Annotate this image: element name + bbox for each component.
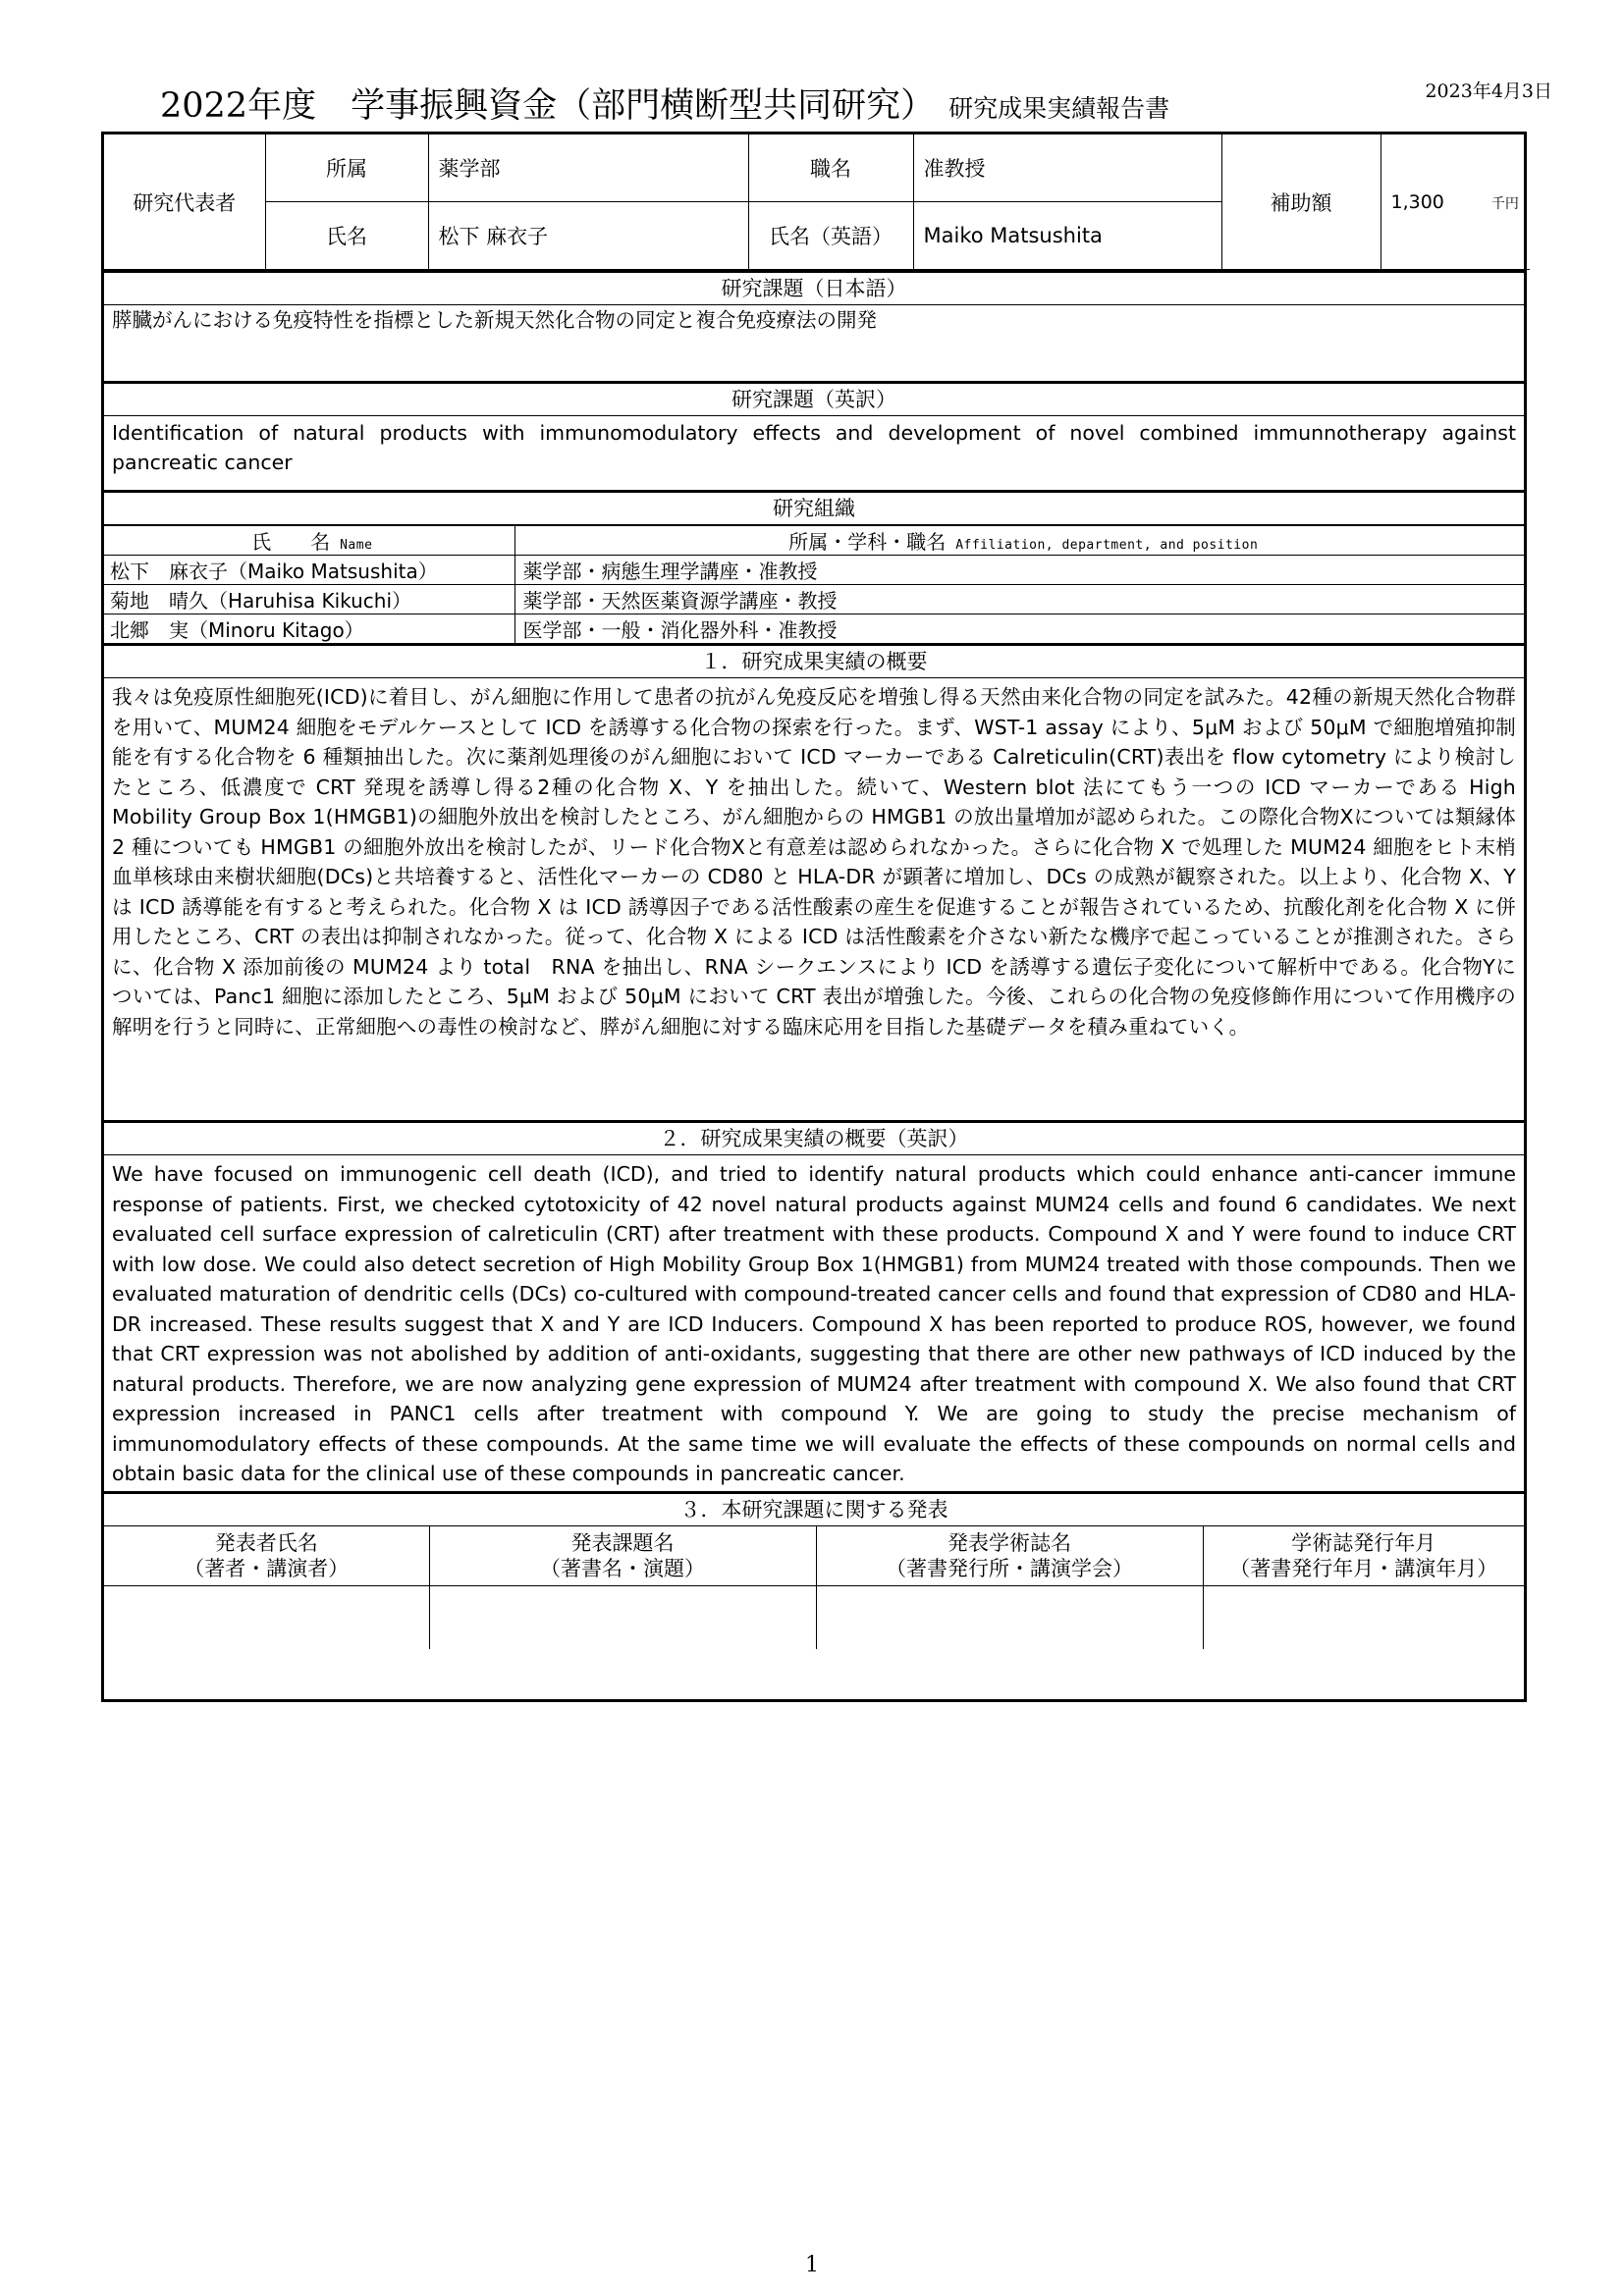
document-title-sub: 研究成果実績報告書	[948, 94, 1170, 123]
representative-label: 研究代表者	[104, 134, 265, 270]
pub-col-date-title: 学術誌発行年月	[1291, 1531, 1436, 1555]
position-label: 職名	[748, 134, 913, 202]
report-form	[101, 132, 1527, 1702]
org-col-affiliation	[514, 526, 1524, 556]
org-col-affil-jp: 所属・学科・職名	[788, 530, 947, 554]
grant-label: 補助額	[1221, 134, 1380, 270]
grant-value: 1,300	[1390, 190, 1444, 213]
name-en-value: Maiko Matsushita	[913, 202, 1221, 270]
pub-col-journal-sub: （著書発行所・講演学会）	[886, 1557, 1133, 1580]
pub-col-authors	[104, 1526, 429, 1586]
publications-table	[104, 1526, 1524, 1649]
page-number: 1	[805, 2253, 819, 2277]
pub-col-journal-title: 発表学術誌名	[947, 1531, 1071, 1555]
document-title-main: 2022年度 学事振興資金（部門横断型共同研究）	[160, 86, 936, 126]
pub-col-date	[1203, 1526, 1524, 1586]
grant-unit: 千円	[1490, 195, 1519, 212]
publications-heading: ３．本研究課題に関する発表	[104, 1491, 1524, 1526]
topic-jp-text: 膵臓がんにおける免疫特性を指標とした新規天然化合物の同定と複合免疫療法の開発	[112, 308, 877, 332]
pub-cell-authors	[104, 1586, 429, 1650]
org-col-name-en: Name	[340, 538, 373, 553]
header-table	[104, 134, 1530, 270]
summary-jp-text: 我々は免疫原性細胞死(ICD)に着目し、がん細胞に作用して患者の抗がん免疫反応を増強し得る天然由来化合物の同定を試みた。42種の新規天然化合物群を用いて、MUM24 細胞をモデルケースとして ICD を誘導する化合物の探索を行った。まず、WST-1 assay により、5μM および 50μM で細胞増殖抑制能を有する化合物を 6 種類抽出した。次に薬剤処理後のがん細胞において ICD マーカーである Calreticulin(CRT)表出を flow cytometry により検討したところ、低濃度で CRT 発現を誘導し得る2種の化合物 X、Y を抽出した。続いて、Western blot 法にてもう一つの ICD マーカーである High Mobility Group Box 1(HMGB1)の細胞外放出を検討したところ、がん細胞からの HMGB1 の放出量増加が認められた。この際化合物Xについては類縁体 2 種についても HMGB1 の細胞外放出を検討したが、リード化合物Xと有意差は認められなかった。さらに化合物 X で処理した MUM24 細胞をヒト末梢血単核球由来樹状細胞(DCs)と共培養すると、活性化マーカーの CD80 と HLA-DR が顕著に増加し、DCs の成熟が観察された。以上より、化合物 X、Y は ICD 誘導能を有すると考えられた。化合物 X は ICD 誘導因子である活性酸素の産生を促進することが報告されているため、抗酸化剤を化合物 X に併用したところ、CRT の表出は抑制されなかった。従って、化合物 X による ICD は活性酸素を介さない新たな機序で起こっていることが推測された。さらに、化合物 X 添加前後の MUM24 より total RNA を抽出し、RNA シークエンスにより ICD を誘導する遺伝子変化について解析中である。化合物Yについては、Panc1 細胞に添加したところ、5μM および 50μM において CRT 表出が増強した。今後、これらの化合物の免疫修飾作用について作用機序の解明を行うと同時に、正常細胞への毒性の検討など、膵がん細胞に対する臨床応用を目指した基礎データを積み重ねていく。	[112, 685, 1516, 1039]
member-affiliation: 薬学部・天然医薬資源学講座・教授	[514, 585, 1524, 614]
member-row	[104, 585, 1524, 614]
pub-cell-journal	[816, 1586, 1203, 1650]
member-affiliation: 薬学部・病態生理学講座・准教授	[514, 556, 1524, 585]
pub-cell-date	[1203, 1586, 1524, 1650]
organization-heading: 研究組織	[104, 490, 1524, 525]
pub-col-title	[429, 1526, 816, 1586]
topic-en-heading: 研究課題（英訳）	[104, 381, 1524, 416]
member-name: 菊地 晴久（Haruhisa Kikuchi）	[104, 585, 514, 614]
organization-table	[104, 525, 1524, 643]
member-row	[104, 556, 1524, 585]
pub-col-date-sub: （著書発行年月・講演年月）	[1229, 1557, 1498, 1580]
topic-en-text: Identification of natural products with immunomodulatory effects and development of novel combined immunnotherapy against pancreatic cancer	[112, 421, 1516, 474]
org-col-name	[104, 526, 514, 556]
pub-col-journal	[816, 1526, 1203, 1586]
member-row	[104, 614, 1524, 644]
member-name: 北郷 実（Minoru Kitago）	[104, 614, 514, 644]
name-en-label: 氏名（英語）	[748, 202, 913, 270]
position-value: 准教授	[913, 134, 1221, 202]
affiliation-value: 薬学部	[428, 134, 748, 202]
name-label: 氏名	[265, 202, 428, 270]
pub-cell-title	[429, 1586, 816, 1650]
summary-jp-heading: １．研究成果実績の概要	[104, 643, 1524, 678]
publication-row	[104, 1586, 1524, 1650]
summary-en-text: We have focused on immunogenic cell death (ICD), and tried to identify natural products which could enhance anti-cancer immune response of patients. First, we checked cytotoxicity of 42 novel natural products against MUM24 cells and found 6 candidates. We next evaluated cell surface expression of calreticulin (CRT) after treatment with these products. Compound X and Y were found to induce CRT with low dose. We could also detect secretion of High Mobility Group Box 1(HMGB1) from MUM24 treated with those compounds. Then we evaluated maturation of dendritic cells (DCs) co-cultured with compound-treated cancer cells and found that expression of CD80 and HLA-DR increased. These results suggest that X and Y are ICD Inducers. Compound X has been reported to produce ROS, however, we found that CRT expression was not abolished by addition of anti-oxidants, suggesting that there are other new pathways of ICD induced by the natural products. Therefore, we are now analyzing gene expression of MUM24 after treatment with compound X. We also found that CRT expression increased in PANC1 cells after treatment with compound Y. We are going to study the precise mechanism of immunomodulatory effects of these compounds. At the same time we will evaluate the effects of these compounds on normal cells and obtain basic data for the clinical use of these compounds in pancreatic cancer.	[112, 1162, 1516, 1485]
topic-jp-heading: 研究課題（日本語）	[104, 270, 1524, 305]
pub-col-authors-sub: （著者・講演者）	[184, 1557, 350, 1580]
name-value: 松下 麻衣子	[428, 202, 748, 270]
summary-en-heading: ２．研究成果実績の概要（英訳）	[104, 1120, 1524, 1155]
title-row	[101, 73, 1552, 132]
affiliation-label: 所属	[265, 134, 428, 202]
pub-col-title-sub: （著書名・演題）	[540, 1557, 705, 1580]
org-col-affil-en: Affiliation, department, and position	[955, 538, 1259, 553]
document-title	[160, 79, 1169, 128]
pub-col-authors-title: 発表者氏名	[214, 1531, 318, 1555]
pub-col-title-title: 発表課題名	[570, 1531, 675, 1555]
member-affiliation: 医学部・一般・消化器外科・准教授	[514, 614, 1524, 644]
grant-cell	[1380, 134, 1530, 270]
document-date: 2023年4月3日	[1425, 80, 1552, 102]
org-col-name-jp: 氏 名	[251, 530, 331, 554]
member-name: 松下 麻衣子（Maiko Matsushita）	[104, 556, 514, 585]
